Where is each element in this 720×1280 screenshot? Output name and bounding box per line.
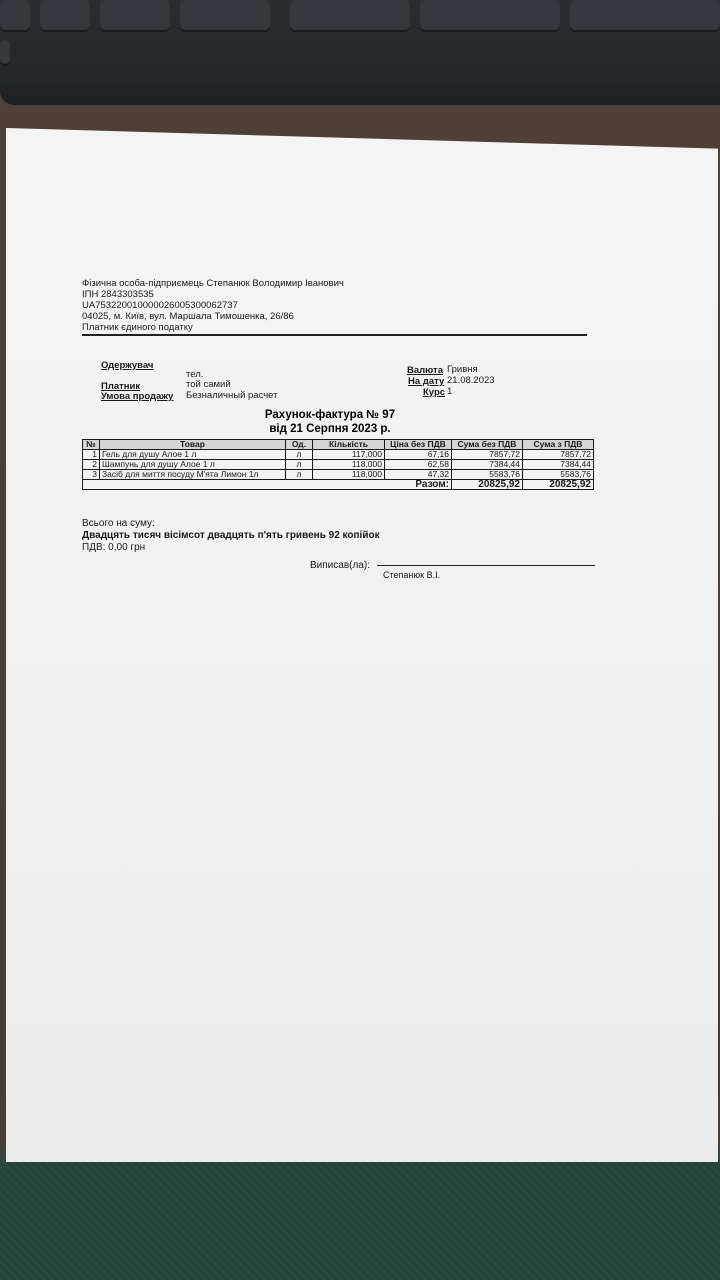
signature-name: Степанюк В.І. <box>383 570 441 580</box>
payer-value: той самий <box>186 379 231 390</box>
total-sum-no-vat: 20825,92 <box>452 480 523 490</box>
cell-sum-vat: 7384,44 <box>523 460 594 470</box>
cell-quantity: 118,000 <box>313 470 385 480</box>
cell-sum-no-vat: 7384,44 <box>452 460 523 470</box>
signature-label: Виписав(ла): <box>310 560 370 571</box>
col-header-unit: Од. <box>286 440 313 450</box>
table-row <box>83 460 594 470</box>
cell-product: Засіб для миття посуду М'ята Лимон 1л <box>100 470 286 480</box>
date-value: 21.08.2023 <box>447 375 495 386</box>
cell-number: 1 <box>83 450 100 460</box>
cell-unit: л <box>286 450 313 460</box>
terms-label: Умова продажу <box>101 391 174 402</box>
cell-product: Шампунь для душу Алое 1 л <box>100 460 286 470</box>
total-label: Разом: <box>83 480 452 490</box>
cell-quantity: 118,000 <box>313 460 385 470</box>
invoice-date: від 21 Серпня 2023 р. <box>269 423 391 435</box>
seller-iban: UA753220010000026005300062737 <box>82 300 238 311</box>
date-label: На дату <box>408 376 445 387</box>
cell-price: 62,58 <box>385 460 452 470</box>
seller-info <box>82 278 344 333</box>
invoice-number: Рахунок-фактура № 97 <box>264 409 396 421</box>
signature-line <box>377 565 595 566</box>
col-header-price: Ціна без ПДВ <box>385 440 452 450</box>
summary-block <box>82 518 380 554</box>
cell-sum-no-vat: 5583,76 <box>452 470 523 480</box>
seller-ipn: ІПН 2843303535 <box>82 289 154 300</box>
summary-vat: ПДВ: 0,00 грн <box>82 542 146 553</box>
seller-tax-status: Платник єдиного податку <box>82 322 193 333</box>
summary-label: Всього на суму: <box>82 518 155 529</box>
table-row <box>83 450 594 460</box>
rate-label: Курс <box>423 387 446 398</box>
cell-number: 3 <box>83 470 100 480</box>
seller-name: Фізична особа-підприємець Степанюк Володимир Іванович <box>82 278 344 289</box>
cell-sum-vat: 7857,72 <box>523 450 594 460</box>
cell-sum-vat: 5583,76 <box>523 470 594 480</box>
totals-row <box>83 480 594 490</box>
seller-address: 04025, м. Київ, вул. Маршала Тимошенка, 26/86 <box>82 311 294 322</box>
fabric-background <box>0 1160 720 1280</box>
keyboard <box>0 0 720 105</box>
summary-words: Двадцять тисяч вісімсот двадцять п'ять гривень 92 копійок <box>82 530 380 541</box>
recipient-value: тел. <box>186 369 204 380</box>
terms-value: Безналичный расчет <box>186 390 278 401</box>
total-sum-vat: 20825,92 <box>523 480 594 490</box>
table-header-row <box>83 440 594 450</box>
items-table <box>82 439 594 490</box>
cell-unit: л <box>286 470 313 480</box>
cell-number: 2 <box>83 460 100 470</box>
cell-price: 47,32 <box>385 470 452 480</box>
payer-label: Платник <box>101 381 141 392</box>
cell-sum-no-vat: 7857,72 <box>452 450 523 460</box>
currency-label: Валюта <box>407 365 443 376</box>
col-header-product: Товар <box>100 440 286 450</box>
invoice-title <box>180 408 480 436</box>
currency-value: Гривня <box>447 364 478 375</box>
table-row <box>83 470 594 480</box>
header-divider <box>82 334 587 336</box>
recipient-label: Одержувач <box>101 360 154 371</box>
col-header-number: № <box>83 440 100 450</box>
col-header-sum-no-vat: Сума без ПДВ <box>452 440 523 450</box>
cell-product: Гель для душу Алое 1 л <box>100 450 286 460</box>
cell-quantity: 117,000 <box>313 450 385 460</box>
col-header-sum-vat: Сума з ПДВ <box>523 440 594 450</box>
rate-value: 1 <box>447 386 453 397</box>
cell-price: 67,16 <box>385 450 452 460</box>
cell-unit: л <box>286 460 313 470</box>
col-header-quantity: Кількість <box>313 440 385 450</box>
